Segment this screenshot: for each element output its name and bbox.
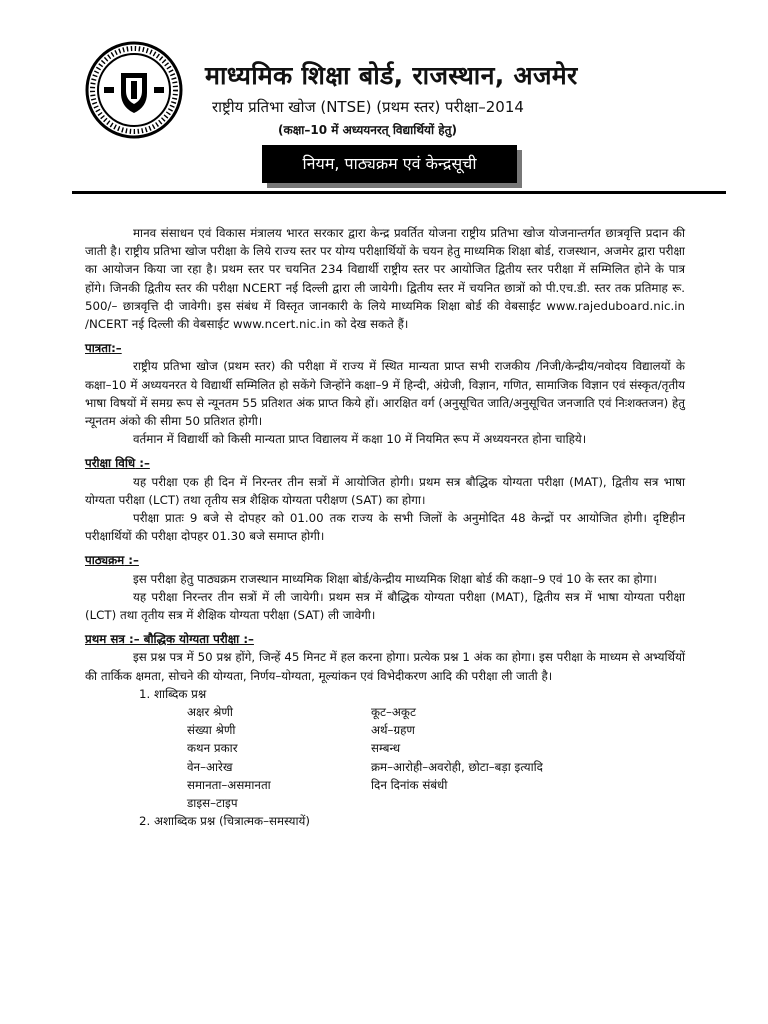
syllabus-paragraph-1: इस परीक्षा हेतु पाठ्यक्रम राजस्थान माध्यमिक शिक्षा बोर्ड/केन्द्रीय माध्यमिक शिक्षा बोर्ड की कक्षा–9 एवं 10 के स्तर का होगा। bbox=[133, 571, 657, 586]
eligibility-paragraph-2: वर्तमान में विद्यार्थी को किसी मान्यता प्राप्त विद्यालय में कक्षा 10 में नियमित रूप में अध्ययनरत होना चाहिये। bbox=[133, 432, 587, 447]
syllabus-heading-suffix: :– bbox=[124, 553, 139, 568]
rules-banner bbox=[262, 145, 517, 183]
eligibility-heading-suffix: :– bbox=[111, 341, 122, 356]
topic: समानता–असमानता bbox=[187, 777, 271, 792]
method-heading: परीक्षा विधि bbox=[85, 456, 136, 471]
section-heading-session1 bbox=[85, 630, 685, 648]
method-paragraph-1: यह परीक्षा एक ही दिन में निरन्तर तीन सत्रों में आयोजित होगी। प्रथम सत्र बौद्धिक योग्यता परीक्षा (MAT), द्वितीय सत्र भाषा योग्यता परीक्षा (LCT) तथा तृतीय सत्र शैक्षिक योग्यता परीक्षण (SAT) का होगा। bbox=[85, 474, 685, 507]
nonverbal-questions-item: 2. अशाब्दिक प्रश्न (चित्रात्मक–समस्यायें) bbox=[139, 814, 310, 829]
eligibility-heading: पात्रता bbox=[85, 341, 112, 356]
topic: वेन–आरेख bbox=[187, 759, 233, 774]
section-heading-eligibility bbox=[85, 339, 685, 357]
session1-heading: प्रथम सत्र bbox=[85, 632, 125, 647]
class-note: (कक्षा–10 में अध्ययनरत् विद्यार्थियों हेतु) bbox=[278, 123, 457, 137]
topic: अक्षर श्रेणी bbox=[187, 705, 233, 720]
topic: क्रम–आरोही–अवरोही, छोटा–बड़ा इत्यादि bbox=[371, 759, 543, 774]
topic: सम्बन्ध bbox=[371, 741, 401, 756]
topic bbox=[371, 794, 631, 812]
section-heading-method bbox=[85, 454, 685, 472]
exam-subtitle: राष्ट्रीय प्रतिभा खोज (NTSE) (प्रथम स्तर) परीक्षा–2014 bbox=[212, 98, 524, 116]
header-divider bbox=[72, 191, 726, 194]
method-paragraph-2: परीक्षा प्रातः 9 बजे से दोपहर को 01.00 तक राज्य के सभी जिलों के अनुमोदित 48 केन्द्रों पर आयोजित होगी। दृष्टिहीन परीक्षार्थियों की परीक्षा दोपहर 01.30 बजे समाप्त होगी। bbox=[85, 511, 685, 544]
verbal-topics-grid bbox=[187, 703, 685, 812]
page-title: माध्यमिक शिक्षा बोर्ड, राजस्थान, अजमेर bbox=[205, 61, 578, 90]
section-heading-syllabus bbox=[85, 551, 685, 569]
topic: दिन दिनांक संबंधी bbox=[371, 777, 448, 792]
topic: कूट–अकूट bbox=[371, 705, 416, 720]
topic: डाइस–टाइप bbox=[187, 796, 238, 811]
session1-paragraph: इस प्रश्न पत्र में 50 प्रश्न होंगे, जिन्हें 45 मिनट में हल करना होगा। प्रत्येक प्रश्न 1 अंक का होगा। इस परीक्षा के माध्यम से अभ्यर्थियों की तार्किक क्षमता, सोचने की योग्यता, निर्णय–योग्यता, मूल्यांकन एवं विभेदीकरण आदि की परीक्षा ली जाती है। bbox=[85, 650, 685, 683]
board-seal-logo bbox=[84, 40, 184, 140]
topic: अर्थ–ग्रहण bbox=[371, 723, 415, 738]
topic: संख्या श्रेणी bbox=[187, 723, 236, 738]
eligibility-paragraph-1: राष्ट्रीय प्रतिभा खोज (प्रथम स्तर) की परीक्षा में राज्य में स्थित मान्यता प्राप्त सभी राजकीय /निजी/केन्द्रीय/नवोदय विद्यालयों के कक्षा–10 में अध्ययनरत ये विद्यार्थी सम्मिलित हो सकेंगे जिन्होंने कक्षा–9 में हिन्दी, अंग्रेजी, विज्ञान, गणित, सामाजिक विज्ञान एवं संस्कृत/तृतीय भाषा विषयों में समग्र रूप से न्यूनतम 55 प्रतिशत अंक प्राप्त किये हों। आरक्षित वर्ग (अनुसूचित जाति/अनुसूचित जनजाति एवं निःशक्तजन) हेतु न्यूनतम अंको की सीमा 50 प्रतिशत होगी। bbox=[85, 359, 685, 429]
intro-paragraph: मानव संसाधन एवं विकास मंत्रालय भारत सरकार द्वारा केन्द्र प्रवर्तित योजना राष्ट्रीय प्रतिभा खोज योजनान्तर्गत छात्रवृत्ति प्रदान की जाती है। राष्ट्रीय प्रतिभा खोज परीक्षा के लिये राज्य स्तर पर योग्य परीक्षार्थियों के चयन हेतु माध्यमिक शिक्षा बोर्ड, राजस्थान, अजमेर द्वारा परीक्षा का आयोजन किया जा रहा है। प्रथम स्तर पर चयनित 234 विद्यार्थी राष्ट्रीय स्तर पर आयोजित द्वितीय स्तर परीक्षा में सम्मिलित होने के पात्र होंगे। जिनकी द्वितीय स्तर की परीक्षा NCERT नई दिल्ली द्वारा ली जायेगी। द्वितीय स्तर में चयनित छात्रों को पी.एच.डी. स्तर तक प्रतिमाह रू. 500/– छात्रवृत्ति दी जावेगी। इस संबंध में विस्तृत जानकारी के लिये माध्यमिक शिक्षा बोर्ड की वेबसाईट www.rajeduboard.nic.in /NCERT नई दिल्ली की वेबसाईट www.ncert.nic.in को देख सकते हैं। bbox=[85, 226, 686, 332]
verbal-questions-item: 1. शाब्दिक प्रश्न bbox=[139, 686, 207, 701]
topic: कथन प्रकार bbox=[187, 741, 238, 756]
method-heading-suffix: :– bbox=[135, 456, 150, 471]
syllabus-paragraph-2: यह परीक्षा निरन्तर तीन सत्रों में ली जायेगी। प्रथम सत्र में बौद्धिक योग्यता परीक्षा (MAT), द्वितीय सत्र में भाषा योग्यता परीक्षा (LCT) तथा तृतीय सत्र में शैक्षिक योग्यता परीक्षा (SAT) ली जावेगी। bbox=[85, 589, 685, 623]
syllabus-heading: पाठ्यक्रम bbox=[85, 553, 125, 568]
document-body bbox=[85, 224, 685, 831]
rules-banner-label: नियम, पाठ्यक्रम एवं केन्द्रसूची bbox=[302, 154, 477, 173]
session1-heading-suffix: :– बौद्धिक योग्यता परीक्षा :– bbox=[124, 632, 254, 647]
